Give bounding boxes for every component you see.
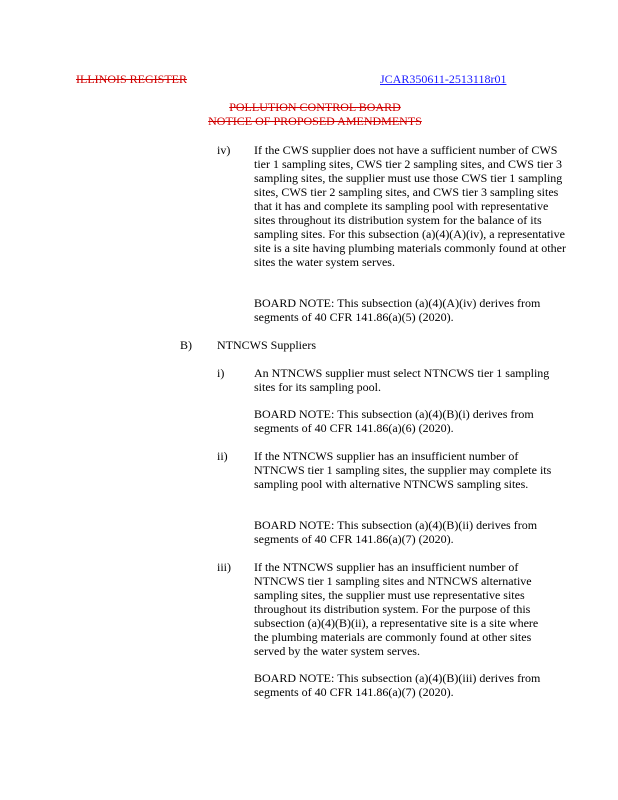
item-Bi-board-note: BOARD NOTE: This subsection (a)(4)(B)(i) derives from segments of 40 CFR 141.86(a)(6) (2020). <box>254 407 534 435</box>
item-Biii-board-note: BOARD NOTE: This subsection (a)(4)(B)(iii) derives from segments of 40 CFR 141.86(a)(7) (2020). <box>254 671 541 699</box>
item-iv-text: If the CWS supplier does not have a sufficient number of CWS tier 1 sampling sites, CWS tier 2 sampling sites, and CWS tier 3 sampling sites, the supplier must use those CWS tier 1 sampling sites, CWS tier 2 sampling sites, and CWS tier 3 sampling sites that it has and complete its sampling pool with representative sites throughout its distribution system for the balance of its sampling sites. For this subsection (a)(4)(A)(iv), a representative site is a site having plumbing materials commonly found at other sites the water system serves. <box>254 143 566 269</box>
item-B-heading: NTNCWS Suppliers <box>217 338 316 352</box>
item-iv-number: iv) <box>217 143 231 157</box>
register-header: ILLINOIS REGISTER <box>76 72 187 86</box>
jcar-number-link[interactable]: JCAR350611-2513118r01 <box>380 72 507 86</box>
notice-title: NOTICE OF PROPOSED AMENDMENTS <box>208 114 422 128</box>
item-Bii-board-note: BOARD NOTE: This subsection (a)(4)(B)(ii) derives from segments of 40 CFR 141.86(a)(7) (2020). <box>254 518 538 546</box>
item-Bi-text: An NTNCWS supplier must select NTNCWS tier 1 sampling sites for its sampling pool. <box>254 366 550 394</box>
item-Bii-number: ii) <box>217 449 228 463</box>
item-iv-board-note: BOARD NOTE: This subsection (a)(4)(A)(iv) derives from segments of 40 CFR 141.86(a)(5) (2020). <box>254 296 541 324</box>
agency-title: POLLUTION CONTROL BOARD <box>229 100 401 114</box>
item-Biii-number: iii) <box>217 560 231 574</box>
item-Bii-text: If the NTNCWS supplier has an insufficient number of NTNCWS tier 1 sampling sites, the supplier may complete its sampling pool with alternative NTNCWS sampling sites. <box>254 449 552 491</box>
item-Bi-number: i) <box>217 366 225 380</box>
item-Biii-text: If the NTNCWS supplier has an insufficient number of NTNCWS tier 1 sampling sites and NTNCWS alternative sampling sites, the supplier must use representative sites throughout its distribution system. For the purpose of this subsection (a)(4)(B)(ii), a representative site is a site where the plumbing materials are commonly found at other sites served by the water system serves. <box>254 560 539 658</box>
item-B-number: B) <box>180 338 192 352</box>
